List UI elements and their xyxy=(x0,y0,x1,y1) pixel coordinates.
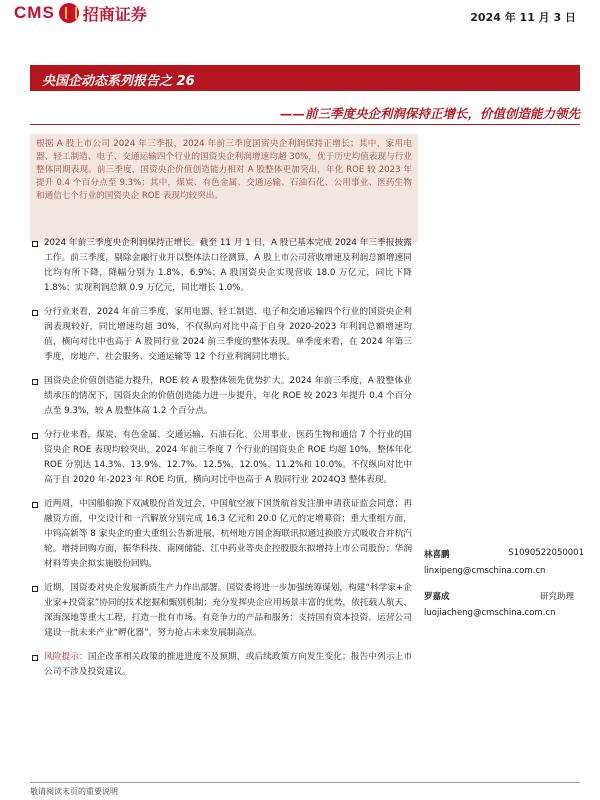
analyst-2-email[interactable]: luojiacheng@cmschina.com.cn xyxy=(424,608,556,618)
footer-divider xyxy=(30,782,580,783)
logo-seal-icon xyxy=(59,3,79,23)
analyst-1-email[interactable]: linxipeng@cmschina.com.cn xyxy=(424,566,546,576)
analyst-2-name: 罗嘉成 xyxy=(424,592,450,602)
logo-text: CMS xyxy=(14,3,55,22)
analyst-2-row xyxy=(424,590,584,618)
key-point-5: 近两周，中国船舶换下双减股份首发过会，中国航空液下国货航首发注册申请获证监会同意；再融资方面，中交设计和一汽解放分别完成 16.3 亿元和 20.0 亿元的定增募资；重大重组方面，中钨高新等 8 家央企的重大重组公告新进展，杭州地方国企海联讯拟通过换股方式吸收合并杭汽轮。增持回购方面，振华科技、南网储能、江中药业等央企控股股东拟增持上市公司股份；华润材料等央企拟实施股份回购。 xyxy=(30,497,412,572)
report-date: 2024 年 11 月 3 日 xyxy=(470,11,576,24)
report-subtitle: ——前三季度央企利润保持正增长，价值创造能力领先 xyxy=(279,106,580,121)
series-title-bar xyxy=(30,65,580,91)
key-point-1: 2024 年前三季度央企利润保持正增长。截至 11 月 1 日，A 股已基本完成 2024 年三季报披露工作。前三季度，剔除金融行业并以整体法口径测算，A 股上市公司营收增速及利润总额增速同比均有所下降，降幅分别为 1.8%、6.9%；A 股国资央企实现营收 18.0 万亿元，同比下降 1.8%；实现利润总额 0.9 万亿元，同比增长 1.0%。 xyxy=(30,236,412,296)
risk-warning-text: 国企改革相关政策的推进进度不及预期，或后续政策方向发生变化；报告中列示上市公司不涉及投资建议。 xyxy=(44,652,413,677)
analyst-1-name: 林喜鹏 xyxy=(424,550,450,560)
company-logo xyxy=(14,0,147,26)
key-points-list xyxy=(30,236,412,689)
series-title: 央国企动态系列报告之 26 xyxy=(42,74,195,89)
key-point-3: 国资央企价值创造能力提升，ROE 较 A 股整体领先优势扩大。2024 年前三季度，A 股整体业绩承压的情况下，国资央企的价值创造能力进一步提升，年化 ROE 较 2023 年提升 0.4 个百分点至 9.3%，较 A 股整体高 1.2 个百分点。 xyxy=(30,374,412,419)
analyst-1-row xyxy=(424,548,584,576)
footer-disclaimer: 敬请阅读末页的重要说明 xyxy=(30,787,118,796)
key-point-2: 分行业来看，2024 年前三季度，家用电器、轻工制造、电子和交通运输四个行业的国资央企利润表现较好，同比增速均超 30%，不仅纵向对比中高于自身 2020-2023 年利润总额增速均值，横向对比中也高于 A 股同行业 2024 前三季度的整体表现。单季度来看，在 2024 年第三季度，房地产、社会服务、交通运输等 12 个行业利润同比增长。 xyxy=(30,305,412,365)
subtitle-divider xyxy=(30,124,580,125)
analyst-1-license: S1090522050001 xyxy=(508,548,584,558)
key-point-4: 分行业来看，煤炭、有色金属、交通运输、石油石化、公用事业、医药生物和通信 7 个行业的国资央企 ROE 表现均较突出，2024 年前三季度 7 个行业的国资央企 ROE 均超 10%，整体年化 ROE 分别达 14.3%、13.9%、12.7%、12.5%、12.0%、11.2%和 10.0%。不仅纵向对比中高于自 2020 年-2023 年 ROE 均值，横向对比中也高于 A 股同行业 2024Q3 整体表现。 xyxy=(30,428,412,488)
risk-warning xyxy=(30,650,412,680)
logo-chinese-name: 招商证券 xyxy=(82,4,147,24)
key-point-6: 近期，国资委对央企发展新质生产力作出部署。国资委将进一步加强统筹谋划，构建“科学家+企业家+投资家”协同的技术挖掘和甄别机制；充分发挥央企应用场景丰富的优势，依托载人航天、深海深地等重大工程，打造一批有市场、有竞争力的产品和服务；支持国有资本投资、运营公司建设一批未来产业“孵化器”，努力抢占未来发展制高点。 xyxy=(30,581,412,641)
abstract-box: 根据 A 股上市公司 2024 年三季报，2024 年前三季度国资央企利润保持正增长；其中，家用电器、轻工制造、电子、交通运输四个行业的国资央企利润增速均超 30%，优于历史均值表现与行业整体同期表现。前三季度，国资央企价值创造能力相对 A 股整体更加突出，年化 ROE 较 2023 年提升 0.4 个百分点至 9.3%；其中，煤炭、有色金属、交通运输、石油石化、公用事业、医药生物和通信七个行业的国资央企 ROE 表现均较突出。 xyxy=(30,134,418,242)
analyst-2-title: 研究助理 xyxy=(539,592,574,602)
risk-warning-label: 风险提示： xyxy=(44,652,88,662)
